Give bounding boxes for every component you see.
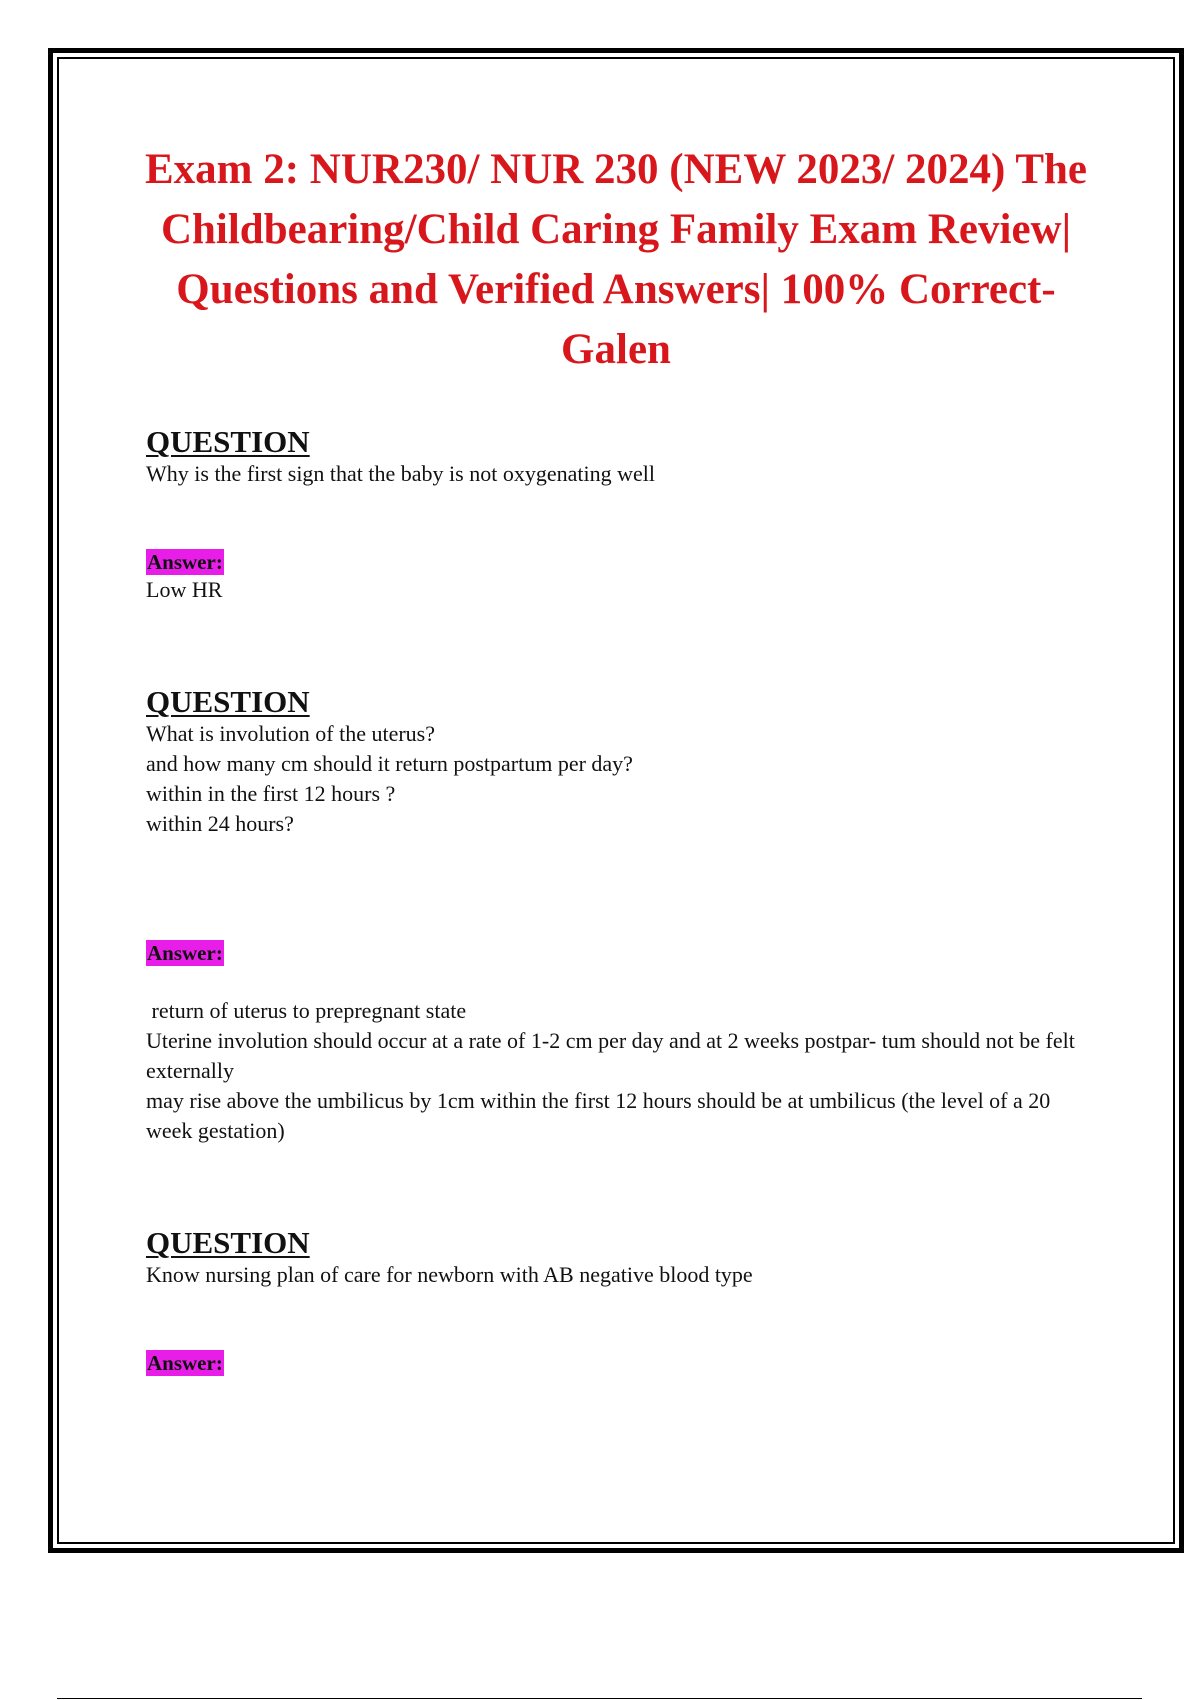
question-text: within 24 hours? [146,811,294,836]
qa-item-2 [146,685,1086,839]
answer-label: Answer: [147,550,223,574]
question-heading: QUESTION [146,424,310,459]
answer-text: Low HR [146,577,223,602]
answer-text: may rise above the umbilicus by 1cm within the first 12 hours should be at umbilicus (the level of a 20 week gestation) [146,1088,1051,1143]
footer-divider [57,1698,1142,1699]
document-title: Exam 2: NUR230/ NUR 230 (NEW 2023/ 2024) The Childbearing/Child Caring Family Exam Review| Questions and Verified Answers| 100% Correct- Galen [144,146,1088,373]
document-body [144,140,1088,1375]
question-text: What is involution of the uterus? [146,721,435,746]
question-heading: QUESTION [146,684,310,719]
answer-text: Uterine involution should occur at a rate of 1-2 cm per day and at 2 weeks postpar- tum should not be felt externally [146,1028,1075,1083]
answer-label: Answer: [147,941,223,965]
qa-item-3 [146,1226,1086,1290]
question-text: Why is the first sign that the baby is not oxygenating well [146,461,655,486]
question-text: Know nursing plan of care for newborn with AB negative blood type [146,1262,753,1287]
question-heading: QUESTION [146,1225,310,1260]
question-text: and how many cm should it return postpartum per day? [146,751,633,776]
qa-item-1 [146,425,1086,489]
question-text: within in the first 12 hours ? [146,781,396,806]
answer-block-1 [146,549,1086,605]
answer-block-3 [146,1350,1086,1376]
answer-text: return of uterus to prepregnant state [146,998,467,1023]
answer-label: Answer: [147,1351,223,1375]
answer-block-2 [146,940,1086,1146]
